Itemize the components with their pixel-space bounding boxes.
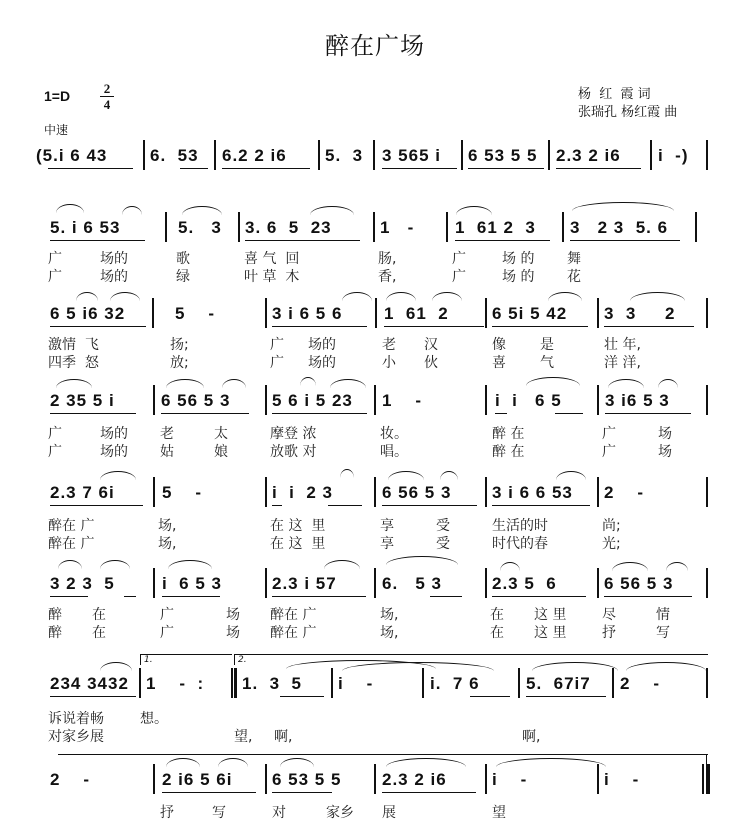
underline (272, 326, 367, 327)
underline (382, 168, 457, 169)
slur (432, 292, 462, 301)
lyric: 在 这 里 (270, 536, 326, 552)
lyric: 汉 (424, 337, 438, 353)
slur (386, 556, 458, 565)
measure: 6 56 5 3 (382, 483, 452, 502)
lyric: 场 (226, 625, 240, 641)
lyric: 歌 (176, 251, 190, 267)
barline (461, 140, 463, 170)
measure: 2 - (620, 674, 661, 693)
lyric: 受 (436, 536, 450, 552)
measure: i - (604, 770, 640, 789)
lyric: 场的 (308, 337, 336, 353)
slur (58, 560, 82, 569)
lyric: 在 (92, 607, 106, 623)
barline (374, 568, 376, 598)
lyric: 醉 在 (492, 426, 525, 442)
lyric: 对 (272, 805, 286, 821)
lyric: 受 (436, 518, 450, 534)
lyricist-credit: 杨 红 霞 词 (578, 87, 651, 102)
barline (374, 477, 376, 507)
barline (153, 764, 155, 794)
measure: 2 i6 5 6i (162, 770, 233, 789)
underline (382, 505, 477, 506)
measure: 6 5i 5 42 (492, 304, 568, 323)
underline (124, 596, 136, 597)
lyric: 绿 (176, 269, 190, 285)
measure: 6 5 i6 32 (50, 304, 126, 323)
measure: 2 - (50, 770, 91, 789)
barline (597, 477, 599, 507)
slur (110, 292, 140, 301)
lyric: 想。 (140, 711, 168, 727)
measure: 5. 3 (178, 218, 222, 237)
measure: 5. 67i7 (526, 674, 591, 693)
slur (166, 758, 200, 767)
barline (265, 568, 267, 598)
measure: 1 61 2 3 (455, 218, 536, 237)
lyric: 场 (658, 426, 672, 442)
measure: 1 - : (146, 674, 205, 693)
lyric: 对家乡展 (48, 729, 104, 745)
lyric: 壮 年, (604, 337, 641, 353)
measure: 5 - (162, 483, 203, 502)
measure: 5 6 i 5 23 (272, 391, 353, 410)
lyric: 洋 洋, (604, 355, 641, 371)
measure: i i 6 5 (495, 391, 562, 410)
barline (331, 668, 333, 698)
lyric: 场的 (100, 269, 128, 285)
tempo-marking: 中速 (44, 123, 69, 137)
barline (374, 385, 376, 415)
barline (238, 212, 240, 242)
measure: i - (492, 770, 528, 789)
barline (597, 298, 599, 328)
lyric: 醉在 广 (270, 625, 317, 641)
underline (455, 240, 550, 241)
underline (48, 168, 133, 169)
lyric: 醉在 广 (48, 518, 95, 534)
slur (500, 562, 520, 571)
slur (56, 204, 84, 213)
underline (50, 596, 88, 597)
underline (222, 168, 310, 169)
underline (162, 792, 256, 793)
measure: 2.3 2 i6 (382, 770, 447, 789)
barline (318, 140, 320, 170)
slur (612, 562, 648, 571)
lyric: 是 (540, 337, 554, 353)
lyric: 广 (602, 426, 616, 442)
measure: 1 61 2 (384, 304, 449, 323)
underline (328, 505, 362, 506)
barline (485, 385, 487, 415)
lyric: 尽 (602, 607, 616, 623)
slur (658, 379, 678, 388)
barline (214, 140, 216, 170)
slur (330, 379, 366, 388)
barline (650, 140, 652, 170)
underline (50, 240, 145, 241)
slur (388, 471, 424, 480)
slur (630, 292, 685, 301)
slur (300, 377, 316, 386)
barline (373, 212, 375, 242)
measure: 5 - (175, 304, 216, 323)
lyric: 写 (656, 625, 670, 641)
key-signature: 1=D (44, 88, 71, 104)
lyric: 享 (380, 536, 394, 552)
barline (373, 140, 375, 170)
measure: i. 7 6 (430, 674, 480, 693)
lyric: 广 (48, 444, 62, 460)
slur (456, 206, 492, 215)
lyric: 场的 (100, 444, 128, 460)
measure: 6 53 5 5 (468, 146, 538, 165)
measure: 6. 5 3 (382, 574, 442, 593)
barline (548, 140, 550, 170)
lyric: 广 (602, 444, 616, 460)
lyric: 四季 怒 (48, 355, 99, 371)
barline (485, 568, 487, 598)
measure: i i 2 3 (272, 483, 333, 502)
measure: i 6 5 3 (162, 574, 222, 593)
measure: 2.3 i 57 (272, 574, 337, 593)
slur (548, 292, 582, 301)
lyric: 广 (48, 269, 62, 285)
lyric: 望, (234, 729, 253, 745)
barline (165, 212, 167, 242)
lyric: 时代的春 (492, 536, 548, 552)
slur (222, 379, 246, 388)
measure: 2.3 5 6 (492, 574, 557, 593)
slur (342, 292, 372, 301)
measure: 2.3 2 i6 (556, 146, 621, 165)
slur (166, 379, 204, 388)
lyric: 广 (48, 251, 62, 267)
song-title: 醉在广场 (325, 32, 425, 60)
lyric: 姑 (160, 444, 174, 460)
lyric: 在 这 里 (270, 518, 326, 534)
underline (526, 696, 606, 697)
lyric: 广 (452, 251, 466, 267)
underline (604, 326, 694, 327)
lyric: 生活的时 (492, 518, 548, 534)
slur (310, 206, 354, 215)
measure: 3 2 3 5 (50, 574, 115, 593)
measure: i - (338, 674, 374, 693)
lyric: 望 (492, 805, 506, 821)
barline (152, 298, 154, 328)
measure: 1. 3 5 (242, 674, 302, 693)
lyric: 老 (382, 337, 396, 353)
slur (56, 379, 92, 388)
lyric: 激情 飞 (48, 337, 99, 353)
barline (374, 764, 376, 794)
underline (495, 413, 507, 414)
measure: 3. 6 5 23 (245, 218, 332, 237)
slur (100, 471, 136, 480)
lyric: 场的 (100, 251, 128, 267)
lyric: 广 (270, 355, 284, 371)
lyric: 场的 (308, 355, 336, 371)
slur (440, 471, 458, 480)
lyric: 气 (540, 355, 554, 371)
measure: 6 56 5 3 (604, 574, 674, 593)
lyric: 舞 (567, 251, 581, 267)
slur (340, 469, 354, 478)
volta-2: 2. (234, 654, 708, 665)
measure: 6 56 5 3 (161, 391, 231, 410)
lyric: 抒 (602, 625, 616, 641)
barline (485, 298, 487, 328)
measure: 2.3 7 6i (50, 483, 115, 502)
slur (526, 377, 580, 386)
lyric: 场 (226, 607, 240, 623)
lyric: 场, (158, 536, 177, 552)
final-barline-thin (702, 764, 704, 794)
time-signature: 2 4 (100, 82, 114, 111)
underline (605, 413, 691, 414)
underline (280, 696, 324, 697)
slur (666, 562, 688, 571)
lyric: 唱。 (380, 444, 408, 460)
lyric: 场 的 (502, 251, 535, 267)
lyric: 叶 草 木 (244, 269, 300, 285)
lyric: 太 (214, 426, 228, 442)
underline (556, 168, 641, 169)
measure: (5.i 6 43 (36, 146, 108, 165)
slur (324, 560, 360, 569)
lyric: 醉 在 (492, 444, 525, 460)
lyric: 场 (658, 444, 672, 460)
lyric: 光; (602, 536, 621, 552)
lyric: 在 (92, 625, 106, 641)
barline (446, 212, 448, 242)
lyric: 场, (380, 625, 399, 641)
volta-1: 1. (140, 654, 232, 665)
measure: 1 - (382, 391, 423, 410)
underline (272, 792, 332, 793)
measure: 3 i 6 6 53 (492, 483, 573, 502)
barline (597, 385, 599, 415)
lyric: 抒 (160, 805, 174, 821)
barline (695, 212, 697, 242)
underline (430, 596, 462, 597)
underline (382, 792, 476, 793)
lyric: 写 (212, 805, 226, 821)
slur (280, 758, 314, 767)
barline (265, 298, 267, 328)
lyric: 摩登 浓 (270, 426, 317, 442)
lyric: 这 里 (534, 607, 567, 623)
credits (578, 86, 677, 122)
underline (272, 505, 282, 506)
slur (100, 662, 132, 671)
slur (496, 758, 606, 767)
measure: 3 i 6 5 6 (272, 304, 343, 323)
barline (153, 477, 155, 507)
volta-2-continuation (58, 754, 708, 755)
lyric: 花 (567, 269, 581, 285)
barline (375, 298, 377, 328)
lyric: 尚; (602, 518, 621, 534)
lyric: 场 的 (502, 269, 535, 285)
composer-credit: 张瑞孔 杨红霞 曲 (578, 105, 678, 120)
measure: 3 i6 5 3 (605, 391, 670, 410)
slur (182, 206, 222, 215)
barline (562, 212, 564, 242)
underline (570, 240, 680, 241)
lyric: 醉在 广 (270, 607, 317, 623)
measure: 3 565 i (382, 146, 441, 165)
slur (386, 292, 416, 301)
lyric: 家乡 (326, 805, 354, 821)
lyric: 肠, (378, 251, 397, 267)
lyric: 放; (170, 355, 189, 371)
repeat-barline-thick (234, 668, 237, 698)
measure: 5. 3 (325, 146, 364, 165)
barline (518, 668, 520, 698)
underline (492, 596, 586, 597)
underline (161, 413, 249, 414)
underline (555, 413, 583, 414)
underline (50, 326, 146, 327)
underline (50, 505, 143, 506)
underline (470, 696, 510, 697)
measure: 6.2 2 i6 (222, 146, 287, 165)
measure: 6. 53 (150, 146, 199, 165)
lyric: 广 (48, 426, 62, 442)
measure: 234 3432 (50, 674, 129, 693)
lyric: 啊, (274, 729, 293, 745)
barline (612, 668, 614, 698)
underline (272, 596, 366, 597)
underline (492, 326, 588, 327)
slur (76, 292, 98, 301)
barline (706, 568, 708, 598)
lyric: 诉说着畅 (48, 711, 104, 727)
barline (706, 477, 708, 507)
final-barline-thick (706, 764, 710, 794)
lyric: 醉 (48, 625, 62, 641)
barline (597, 568, 599, 598)
measure: 5. i 6 53 (50, 218, 121, 237)
barline (706, 140, 708, 170)
lyric: 老 (160, 426, 174, 442)
lyric: 娘 (214, 444, 228, 460)
underline (50, 413, 136, 414)
lyric: 广 (160, 625, 174, 641)
lyric: 伙 (424, 355, 438, 371)
measure: i -) (658, 146, 689, 165)
lyric: 享 (380, 518, 394, 534)
barline (143, 140, 145, 170)
barline (706, 385, 708, 415)
barline (139, 668, 141, 698)
lyric: 喜 气 回 (244, 251, 300, 267)
underline (468, 168, 544, 169)
lyric: 广 (452, 269, 466, 285)
slur (100, 560, 130, 569)
underline (245, 240, 360, 241)
lyric: 香, (378, 269, 397, 285)
lyric: 妆。 (380, 426, 408, 442)
measure: 2 - (604, 483, 645, 502)
slur (122, 206, 142, 215)
barline (265, 477, 267, 507)
lyric: 广 (270, 337, 284, 353)
lyric: 场的 (100, 426, 128, 442)
barline (706, 298, 708, 328)
slur (168, 560, 212, 569)
lyric: 场, (380, 607, 399, 623)
repeat-barline (231, 668, 233, 698)
lyric: 放歌 对 (270, 444, 317, 460)
lyric: 醉 (48, 607, 62, 623)
measure: 6 53 5 5 (272, 770, 342, 789)
lyric: 情 (656, 607, 670, 623)
measure: 2 35 5 i (50, 391, 115, 410)
barline (485, 477, 487, 507)
lyric: 喜 (492, 355, 506, 371)
lyric: 这 里 (534, 625, 567, 641)
underline (272, 413, 367, 414)
slur (556, 471, 586, 480)
slur (572, 202, 674, 211)
measure: 1 - (380, 218, 415, 237)
barline (265, 764, 267, 794)
underline (492, 505, 590, 506)
underline (162, 596, 220, 597)
barline (597, 764, 599, 794)
lyric: 醉在 广 (48, 536, 95, 552)
lyric: 啊, (522, 729, 541, 745)
measure: 3 3 2 (604, 304, 676, 323)
underline (384, 326, 484, 327)
underline (50, 696, 136, 697)
lyric: 在 (490, 607, 504, 623)
barline (265, 385, 267, 415)
slur (608, 379, 644, 388)
measure: 3 2 3 5. 6 (570, 218, 669, 237)
lyric: 像 (492, 337, 506, 353)
lyric: 扬; (170, 337, 189, 353)
lyric: 广 (160, 607, 174, 623)
slur (218, 758, 248, 767)
lyric: 小 (382, 355, 396, 371)
barline (485, 764, 487, 794)
lyric: 场, (158, 518, 177, 534)
lyric: 在 (490, 625, 504, 641)
barline (153, 385, 155, 415)
underline (604, 596, 692, 597)
slur (386, 758, 466, 767)
lyric: 展 (382, 805, 396, 821)
barline (706, 668, 708, 698)
barline (153, 568, 155, 598)
barline (422, 668, 424, 698)
underline (180, 168, 208, 169)
